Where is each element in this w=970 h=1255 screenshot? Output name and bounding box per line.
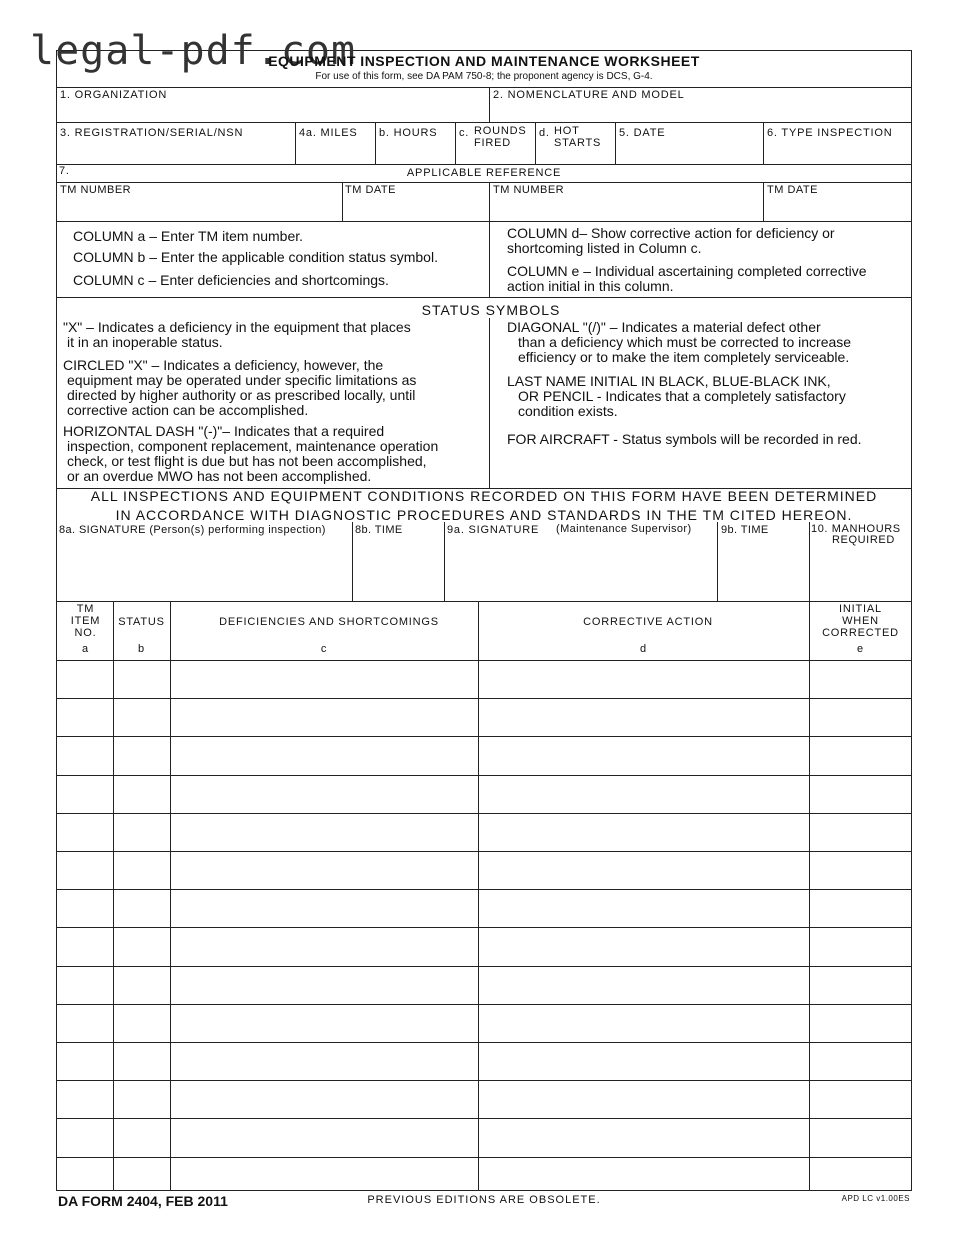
initial-cell[interactable] <box>811 738 910 772</box>
column-b-header: STATUS <box>118 616 165 628</box>
deficiency-cell[interactable] <box>172 1006 476 1040</box>
initial-cell[interactable] <box>811 777 910 811</box>
rule <box>352 522 353 601</box>
corrective-action-cell[interactable] <box>480 853 807 887</box>
row-rule <box>56 736 912 737</box>
tm-date-left-field[interactable] <box>345 198 486 220</box>
row-rule <box>56 698 912 699</box>
hours-label: b. HOURS <box>379 127 438 139</box>
rule <box>535 122 536 164</box>
type-inspection-label: 6. TYPE INSPECTION <box>767 127 893 139</box>
initial-cell[interactable] <box>811 853 910 887</box>
row-rule <box>56 1004 912 1005</box>
status-cell[interactable] <box>115 929 168 963</box>
deficiency-cell[interactable] <box>172 1082 476 1116</box>
column-d-instruction-2: shortcoming listed in Column c. <box>507 240 702 256</box>
row-rule <box>56 966 912 967</box>
row-rule <box>56 1042 912 1043</box>
time-8b-field[interactable] <box>355 540 441 598</box>
tm-date-right-field[interactable] <box>767 198 908 220</box>
applicable-reference-label: APPLICABLE REFERENCE <box>406 167 562 179</box>
column-e-header: INITIAL WHEN CORRECTED <box>822 603 899 639</box>
type-inspection-field[interactable] <box>767 141 908 163</box>
status-symbols-heading: STATUS SYMBOLS <box>421 302 561 318</box>
diagonal-symbol-text: DIAGONAL "(/)" – Indicates a material defect other than a deficiency which must be corrected to increase efficiency or to make the item completely serviceable. <box>507 319 852 365</box>
rule <box>56 182 912 183</box>
tm-item-cell[interactable] <box>58 968 111 1002</box>
initial-cell[interactable] <box>811 1082 910 1116</box>
row-rule <box>56 813 912 814</box>
rule <box>444 522 445 601</box>
corrective-action-cell[interactable] <box>480 777 807 811</box>
rule <box>375 122 376 164</box>
status-cell[interactable] <box>115 1044 168 1078</box>
date-label: 5. DATE <box>619 127 666 139</box>
rule <box>56 122 912 123</box>
column-a-header: TM ITEM NO. <box>70 603 101 639</box>
row-rule <box>56 927 912 928</box>
rule <box>170 601 171 1191</box>
registration-label: 3. REGISTRATION/SERIAL/NSN <box>60 127 244 139</box>
status-cell[interactable] <box>115 968 168 1002</box>
manhours-label-1: 10. MANHOURS <box>811 523 901 535</box>
status-cell[interactable] <box>115 853 168 887</box>
tm-item-cell[interactable] <box>58 1006 111 1040</box>
rule <box>763 182 764 221</box>
corrective-action-cell[interactable] <box>480 662 807 696</box>
deficiency-cell[interactable] <box>172 777 476 811</box>
signature-9a-field[interactable] <box>447 540 714 598</box>
rule <box>489 182 490 221</box>
registration-field[interactable] <box>60 141 292 163</box>
tm-item-cell[interactable] <box>58 891 111 925</box>
rule <box>113 601 114 1191</box>
tm-number-right-label: TM NUMBER <box>493 184 565 196</box>
x-symbol-text: "X" – Indicates a deficiency in the equipment that places it in an inoperable status. <box>63 319 411 350</box>
tm-item-cell[interactable] <box>58 700 111 734</box>
status-cell[interactable] <box>115 662 168 696</box>
corrective-action-cell[interactable] <box>480 968 807 1002</box>
rounds-field[interactable] <box>459 150 532 163</box>
deficiency-cell[interactable] <box>172 1120 476 1154</box>
initial-cell[interactable] <box>811 815 910 849</box>
rule <box>342 182 343 221</box>
status-cell[interactable] <box>115 1006 168 1040</box>
deficiency-cell[interactable] <box>172 1044 476 1078</box>
corrective-action-cell[interactable] <box>480 1120 807 1154</box>
rule <box>56 164 912 165</box>
deficiency-cell[interactable] <box>172 1159 476 1193</box>
corrective-action-cell[interactable] <box>480 815 807 849</box>
initial-cell[interactable] <box>811 1159 910 1193</box>
column-c-header: DEFICIENCIES AND SHORTCOMINGS <box>219 616 439 628</box>
hot-label-2: STARTS <box>554 137 602 149</box>
hot-label-1: HOT <box>554 125 580 137</box>
status-cell[interactable] <box>115 738 168 772</box>
status-cell[interactable] <box>115 891 168 925</box>
rule <box>809 522 810 601</box>
initial-cell[interactable] <box>811 1044 910 1078</box>
corrective-action-cell[interactable] <box>480 1082 807 1116</box>
certification-line-2: IN ACCORDANCE WITH DIAGNOSTIC PROCEDURES AND STANDARDS IN THE TM CITED HEREON. <box>115 507 853 523</box>
status-cell[interactable] <box>115 700 168 734</box>
manhours-label-2: REQUIRED <box>832 534 895 546</box>
rounds-label-2: FIRED <box>474 137 511 149</box>
tm-item-cell[interactable] <box>58 1044 111 1078</box>
row-rule <box>56 1118 912 1119</box>
tm-number-left-field[interactable] <box>60 198 339 220</box>
rule <box>489 221 490 297</box>
corrective-action-cell[interactable] <box>480 891 807 925</box>
form-subtitle: For use of this form, see DA PAM 750-8; the proponent agency is DCS, G-4. <box>315 71 653 82</box>
rule <box>489 318 490 488</box>
column-c-instruction: COLUMN c – Enter deficiencies and shortcomings. <box>73 272 389 288</box>
manhours-field[interactable] <box>812 550 909 598</box>
organization-label: 1. ORGANIZATION <box>60 89 168 101</box>
nomenclature-label: 2. NOMENCLATURE AND MODEL <box>493 89 685 101</box>
organization-field[interactable] <box>60 101 485 121</box>
deficiency-cell[interactable] <box>172 815 476 849</box>
tm-item-cell[interactable] <box>58 777 111 811</box>
corrective-action-cell[interactable] <box>480 738 807 772</box>
rule <box>763 122 764 164</box>
row-rule <box>56 775 912 776</box>
tm-date-right-label: TM DATE <box>767 184 818 196</box>
last-name-initial-text: LAST NAME INITIAL IN BLACK, BLUE-BLACK INK, OR PENCIL - Indicates that a completely satisfactory condition exists. <box>507 373 846 419</box>
column-a-instruction: COLUMN a – Enter TM item number. <box>73 228 304 244</box>
tm-item-cell[interactable] <box>58 662 111 696</box>
rounds-label-1: ROUNDS <box>474 125 527 137</box>
rule <box>478 601 479 1191</box>
time-9b-field[interactable] <box>721 540 806 598</box>
column-e-letter: e <box>857 643 864 655</box>
column-d-letter: d <box>640 643 647 655</box>
section-seven-label: 7. <box>59 165 70 177</box>
apd-version: APD LC v1.00ES <box>841 1194 910 1203</box>
circled-x-symbol-text: CIRCLED "X" – Indicates a deficiency, however, the equipment may be operated under specific limitations as directed by higher authority or as prescribed locally, until corrective action can be accomplished. <box>63 357 417 418</box>
corrective-action-cell[interactable] <box>480 1159 807 1193</box>
column-b-letter: b <box>138 643 145 655</box>
certification-line-1: ALL INSPECTIONS AND EQUIPMENT CONDITIONS RECORDED ON THIS FORM HAVE BEEN DETERMINED <box>90 488 878 504</box>
rule <box>56 601 912 602</box>
corrective-action-cell[interactable] <box>480 700 807 734</box>
column-d-header: CORRECTIVE ACTION <box>583 616 713 628</box>
column-e-instruction-2: action initial in this column. <box>507 278 674 294</box>
status-cell[interactable] <box>115 1159 168 1193</box>
deficiency-cell[interactable] <box>172 929 476 963</box>
deficiency-cell[interactable] <box>172 700 476 734</box>
tm-item-cell[interactable] <box>58 1159 111 1193</box>
status-cell[interactable] <box>115 1082 168 1116</box>
status-cell[interactable] <box>115 815 168 849</box>
miles-field[interactable] <box>299 141 372 163</box>
rule <box>809 601 810 1191</box>
deficiency-cell[interactable] <box>172 662 476 696</box>
status-cell[interactable] <box>115 777 168 811</box>
rule <box>717 522 718 601</box>
deficiency-cell[interactable] <box>172 738 476 772</box>
rule <box>56 87 912 88</box>
time-9b-label: 9b. TIME <box>721 524 769 536</box>
corrective-action-cell[interactable] <box>480 1006 807 1040</box>
signature-8a-field[interactable] <box>59 540 349 598</box>
time-8b-label: 8b. TIME <box>355 524 403 536</box>
initial-cell[interactable] <box>811 968 910 1002</box>
initial-cell[interactable] <box>811 662 910 696</box>
row-rule <box>56 1157 912 1158</box>
column-c-letter: c <box>320 643 328 655</box>
rule <box>56 660 912 661</box>
initial-cell[interactable] <box>811 1120 910 1154</box>
initial-cell[interactable] <box>811 700 910 734</box>
column-d-instruction-1: COLUMN d– Show corrective action for deficiency or <box>507 225 835 241</box>
hours-field[interactable] <box>379 141 452 163</box>
column-b-instruction: COLUMN b – Enter the applicable condition status symbol. <box>73 249 438 265</box>
status-cell[interactable] <box>115 1120 168 1154</box>
editions-notice: PREVIOUS EDITIONS ARE OBSOLETE. <box>367 1194 601 1206</box>
signature-8a-label: 8a. SIGNATURE (Person(s) performing inspection) <box>59 524 326 536</box>
initial-cell[interactable] <box>811 891 910 925</box>
initial-cell[interactable] <box>811 1006 910 1040</box>
tm-date-left-label: TM DATE <box>345 184 396 196</box>
corrective-action-cell[interactable] <box>480 929 807 963</box>
row-rule <box>56 889 912 890</box>
form-title: EQUIPMENT INSPECTION AND MAINTENANCE WORKSHEET <box>268 53 700 69</box>
initial-cell[interactable] <box>811 929 910 963</box>
signature-9a-sublabel: (Maintenance Supervisor) <box>556 523 692 535</box>
row-rule <box>56 851 912 852</box>
tm-number-left-label: TM NUMBER <box>60 184 132 196</box>
tm-item-cell[interactable] <box>58 738 111 772</box>
tm-item-cell[interactable] <box>58 1120 111 1154</box>
nomenclature-field[interactable] <box>493 101 908 121</box>
deficiency-cell[interactable] <box>172 853 476 887</box>
column-e-instruction-1: COLUMN e – Individual ascertaining completed corrective <box>507 263 867 279</box>
row-rule <box>56 1080 912 1081</box>
signature-9a-label: 9a. SIGNATURE <box>447 524 540 536</box>
date-field[interactable] <box>619 141 759 163</box>
miles-label: 4a. MILES <box>299 127 358 139</box>
rule <box>56 221 912 222</box>
aircraft-symbol-text: FOR AIRCRAFT - Status symbols will be recorded in red. <box>507 431 862 447</box>
form-number: DA FORM 2404, FEB 2011 <box>58 1193 228 1209</box>
watermark: legal-pdf.com <box>30 28 357 74</box>
deficiency-cell[interactable] <box>172 891 476 925</box>
hot-starts-field[interactable] <box>539 150 612 163</box>
tm-number-right-field[interactable] <box>493 198 760 220</box>
rule <box>455 122 456 164</box>
hot-letter: d. <box>539 127 550 139</box>
column-a-letter: a <box>82 643 89 655</box>
rule <box>295 122 296 164</box>
horizontal-dash-symbol-text: HORIZONTAL DASH "(-)"– Indicates that a required inspection, component replacement, maintenance operation check, or test flight is due but has not been accomplished, or an overdue MWO has not been accomplished. <box>63 423 439 484</box>
rounds-letter: c. <box>459 127 470 139</box>
tm-item-cell[interactable] <box>58 853 111 887</box>
deficiency-cell[interactable] <box>172 968 476 1002</box>
tm-item-cell[interactable] <box>58 929 111 963</box>
corrective-action-cell[interactable] <box>480 1044 807 1078</box>
rule <box>489 87 490 122</box>
rule <box>56 297 912 298</box>
tm-item-cell[interactable] <box>58 815 111 849</box>
rule <box>615 122 616 164</box>
tm-item-cell[interactable] <box>58 1082 111 1116</box>
